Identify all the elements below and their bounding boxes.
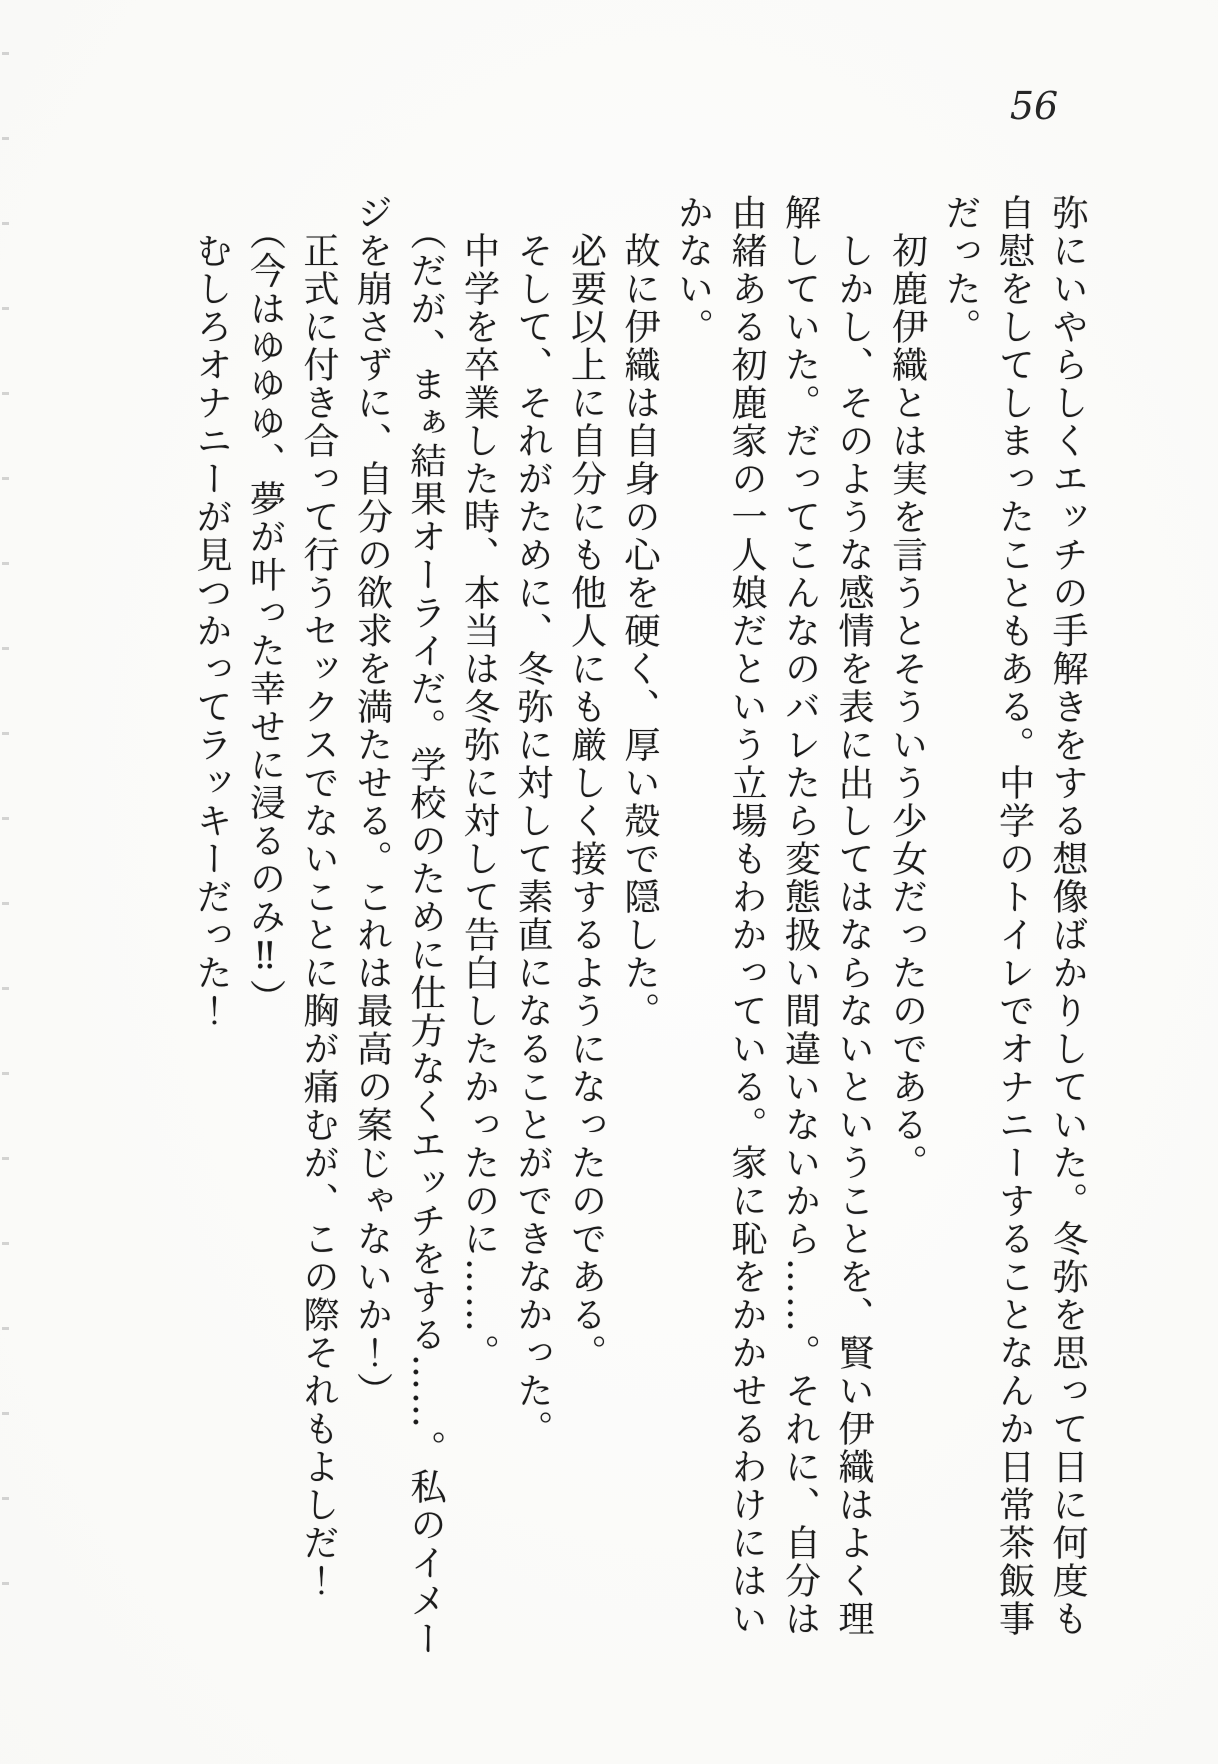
text-column-9: 故に伊織は自身の心を硬く、厚い殻で隠した。: [619, 194, 660, 1030]
text-column-1: 弥にいやらしくエッチの手解きをする想像ばかりしていた。冬弥を思って日に何度も: [1047, 194, 1088, 1638]
text-column-13: （だが、まぁ結果オーライだ。学校のために仕方なくエッチをする……。私のイメー: [405, 194, 446, 1658]
text-column-6: 解していた。だってこんなのバレたら変態扱い間違いないから……。それに、自分は: [779, 194, 821, 1638]
text-column-12: 中学を卒業した時、本当は冬弥に対して告白したかったのに……。: [458, 194, 500, 1372]
text-column-4: 初鹿伊織とは実を言うとそういう少女だったのである。: [886, 194, 928, 1182]
text-column-5: しかし、そのような感情を表に出してはならないということを、賢い伊織はよく理: [833, 194, 874, 1638]
text-column-17: むしろオナニーが見つかってラッキーだった！: [191, 194, 232, 1030]
text-column-10: 必要以上に自分にも他人にも厳しく接するようになったのである。: [565, 194, 607, 1372]
text-column-8: かない。: [672, 194, 714, 346]
text-column-11: そして、それがために、冬弥に対して素直になることができなかった。: [512, 194, 553, 1448]
page-number: 56: [1009, 84, 1059, 128]
text-column-16: （今はゆゆゆ、夢が叶った幸せに浸るのみ‼）: [244, 194, 286, 1017]
body-text: [185, 194, 1095, 1684]
text-column-2: 自慰をしてしまったこともある。中学のトイレでオナニーすることなんか日常茶飯事: [993, 194, 1035, 1638]
text-column-3: だった。: [940, 194, 981, 346]
text-column-15: 正式に付き合って行うセックスでないことに胸が痛むが、この際それもよしだ！: [298, 194, 339, 1600]
page-edge-artifacts: [2, 52, 9, 1632]
text-column-14: ジを崩さずに、自分の欲求を満たせる。これは最高の案じゃないか！）: [351, 194, 393, 1410]
text-column-7: 由緒ある初鹿家の一人娘だという立場もわかっている。家に恥をかかせるわけにはい: [726, 194, 767, 1638]
